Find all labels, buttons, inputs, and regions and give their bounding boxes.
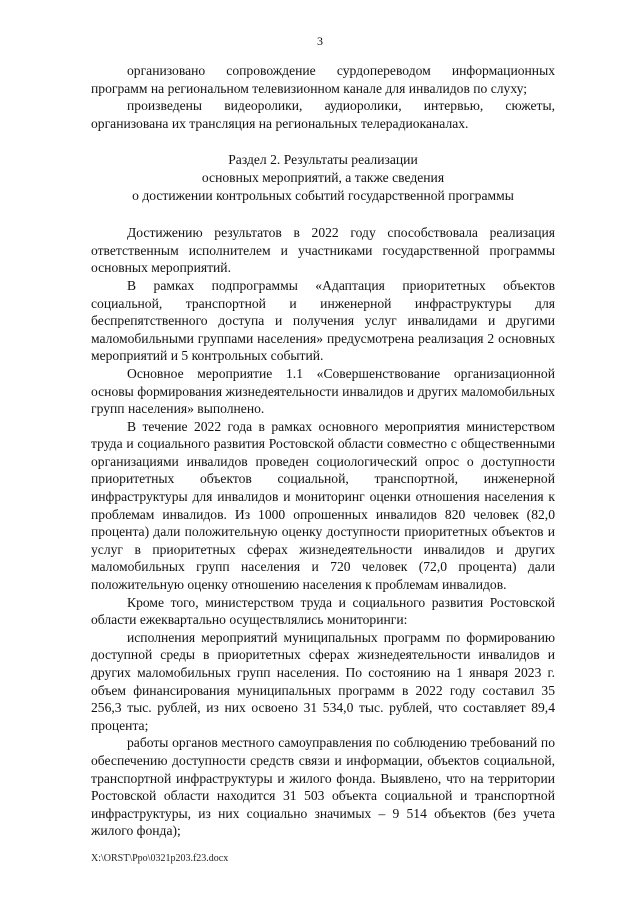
section-heading	[91, 151, 555, 204]
document-body	[91, 62, 555, 840]
paragraph: Кроме того, министерством труда и социального развития Ростовской области ежеквартально осуществлялись мониторинги:	[91, 594, 555, 628]
paragraph: Основное мероприятие 1.1 «Совершенствование организационной основы формирования жизнедеятельности инвалидов и других маломобильных групп населения» выполнено.	[91, 365, 555, 417]
paragraph: Достижению результатов в 2022 году способствовала реализация ответственным исполнителем и участниками государственной программы основных мероприятий.	[91, 225, 555, 276]
section-heading-line: Раздел 2. Результаты реализации	[228, 152, 418, 168]
paragraph: произведены видеоролики, аудиоролики, интервью, сюжеты, организована их трансляция на региональных телерадиоканалах.	[91, 98, 555, 131]
page-number: 3	[317, 34, 323, 48]
paragraph: организовано сопровождение сурдопереводом информационных программ на региональном телевизионном канале для инвалидов по слуху;	[91, 63, 555, 96]
footer-file-path: X:\ORST\Ppo\0321p203.f23.docx	[91, 853, 229, 864]
paragraph: исполнения мероприятий муниципальных программ по формированию доступной среды в приоритетных сферах жизнедеятельности инвалидов и других маломобильных групп населения. По состоянию на 1 января 2023 г. объем финансирования муниципальных программ в 2022 году составил 35 256,3 тыс. рублей, из них освоено 31 534,0 тыс. рублей, что составляет 89,4 процента;	[91, 629, 555, 733]
section-heading-line: основных мероприятий, а также сведения	[201, 169, 445, 185]
paragraph: В течение 2022 года в рамках основного мероприятия министерством труда и социального развития Ростовской области совместно с общественными организациями инвалидов проведен социологический опрос о доступности приоритетных объектов социальной, транспортной, инженерной инфраструктуры для инвалидов и мониторинг оценки отношения населения к проблемам инвалидов. Из 1000 опрошенных инвалидов 820 человек (82,0 процента) дали положительную оценку доступности приоритетных объектов и услуг в приоритетных сферах жизнедеятельности инвалидов и других маломобильных групп населения и 720 человек (72,0 процента) дали положительную оценку отношению населения к проблемам инвалидов.	[91, 418, 555, 593]
paragraph: В рамках подпрограммы «Адаптация приоритетных объектов социальной, транспортной и инженерной инфраструктуры для беспрепятственного доступа и получения услуг инвалидами и другими маломобильными группами населения» предусмотрена реализация 2 основных мероприятий и 5 контрольных событий.	[91, 277, 555, 364]
paragraph: работы органов местного самоуправления по соблюдению требований по обеспечению доступности средств связи и информации, объектов социальной, транспортной инфраструктуры и жилого фонда. Выявлено, что на территории Ростовской области находится 31 503 объекта социальной и транспортной инфраструктуры, из них социально значимых – 9 514 объектов (без учета жилого фонда);	[91, 735, 555, 839]
section-heading-line: о достижении контрольных событий государственной программы	[132, 187, 514, 203]
